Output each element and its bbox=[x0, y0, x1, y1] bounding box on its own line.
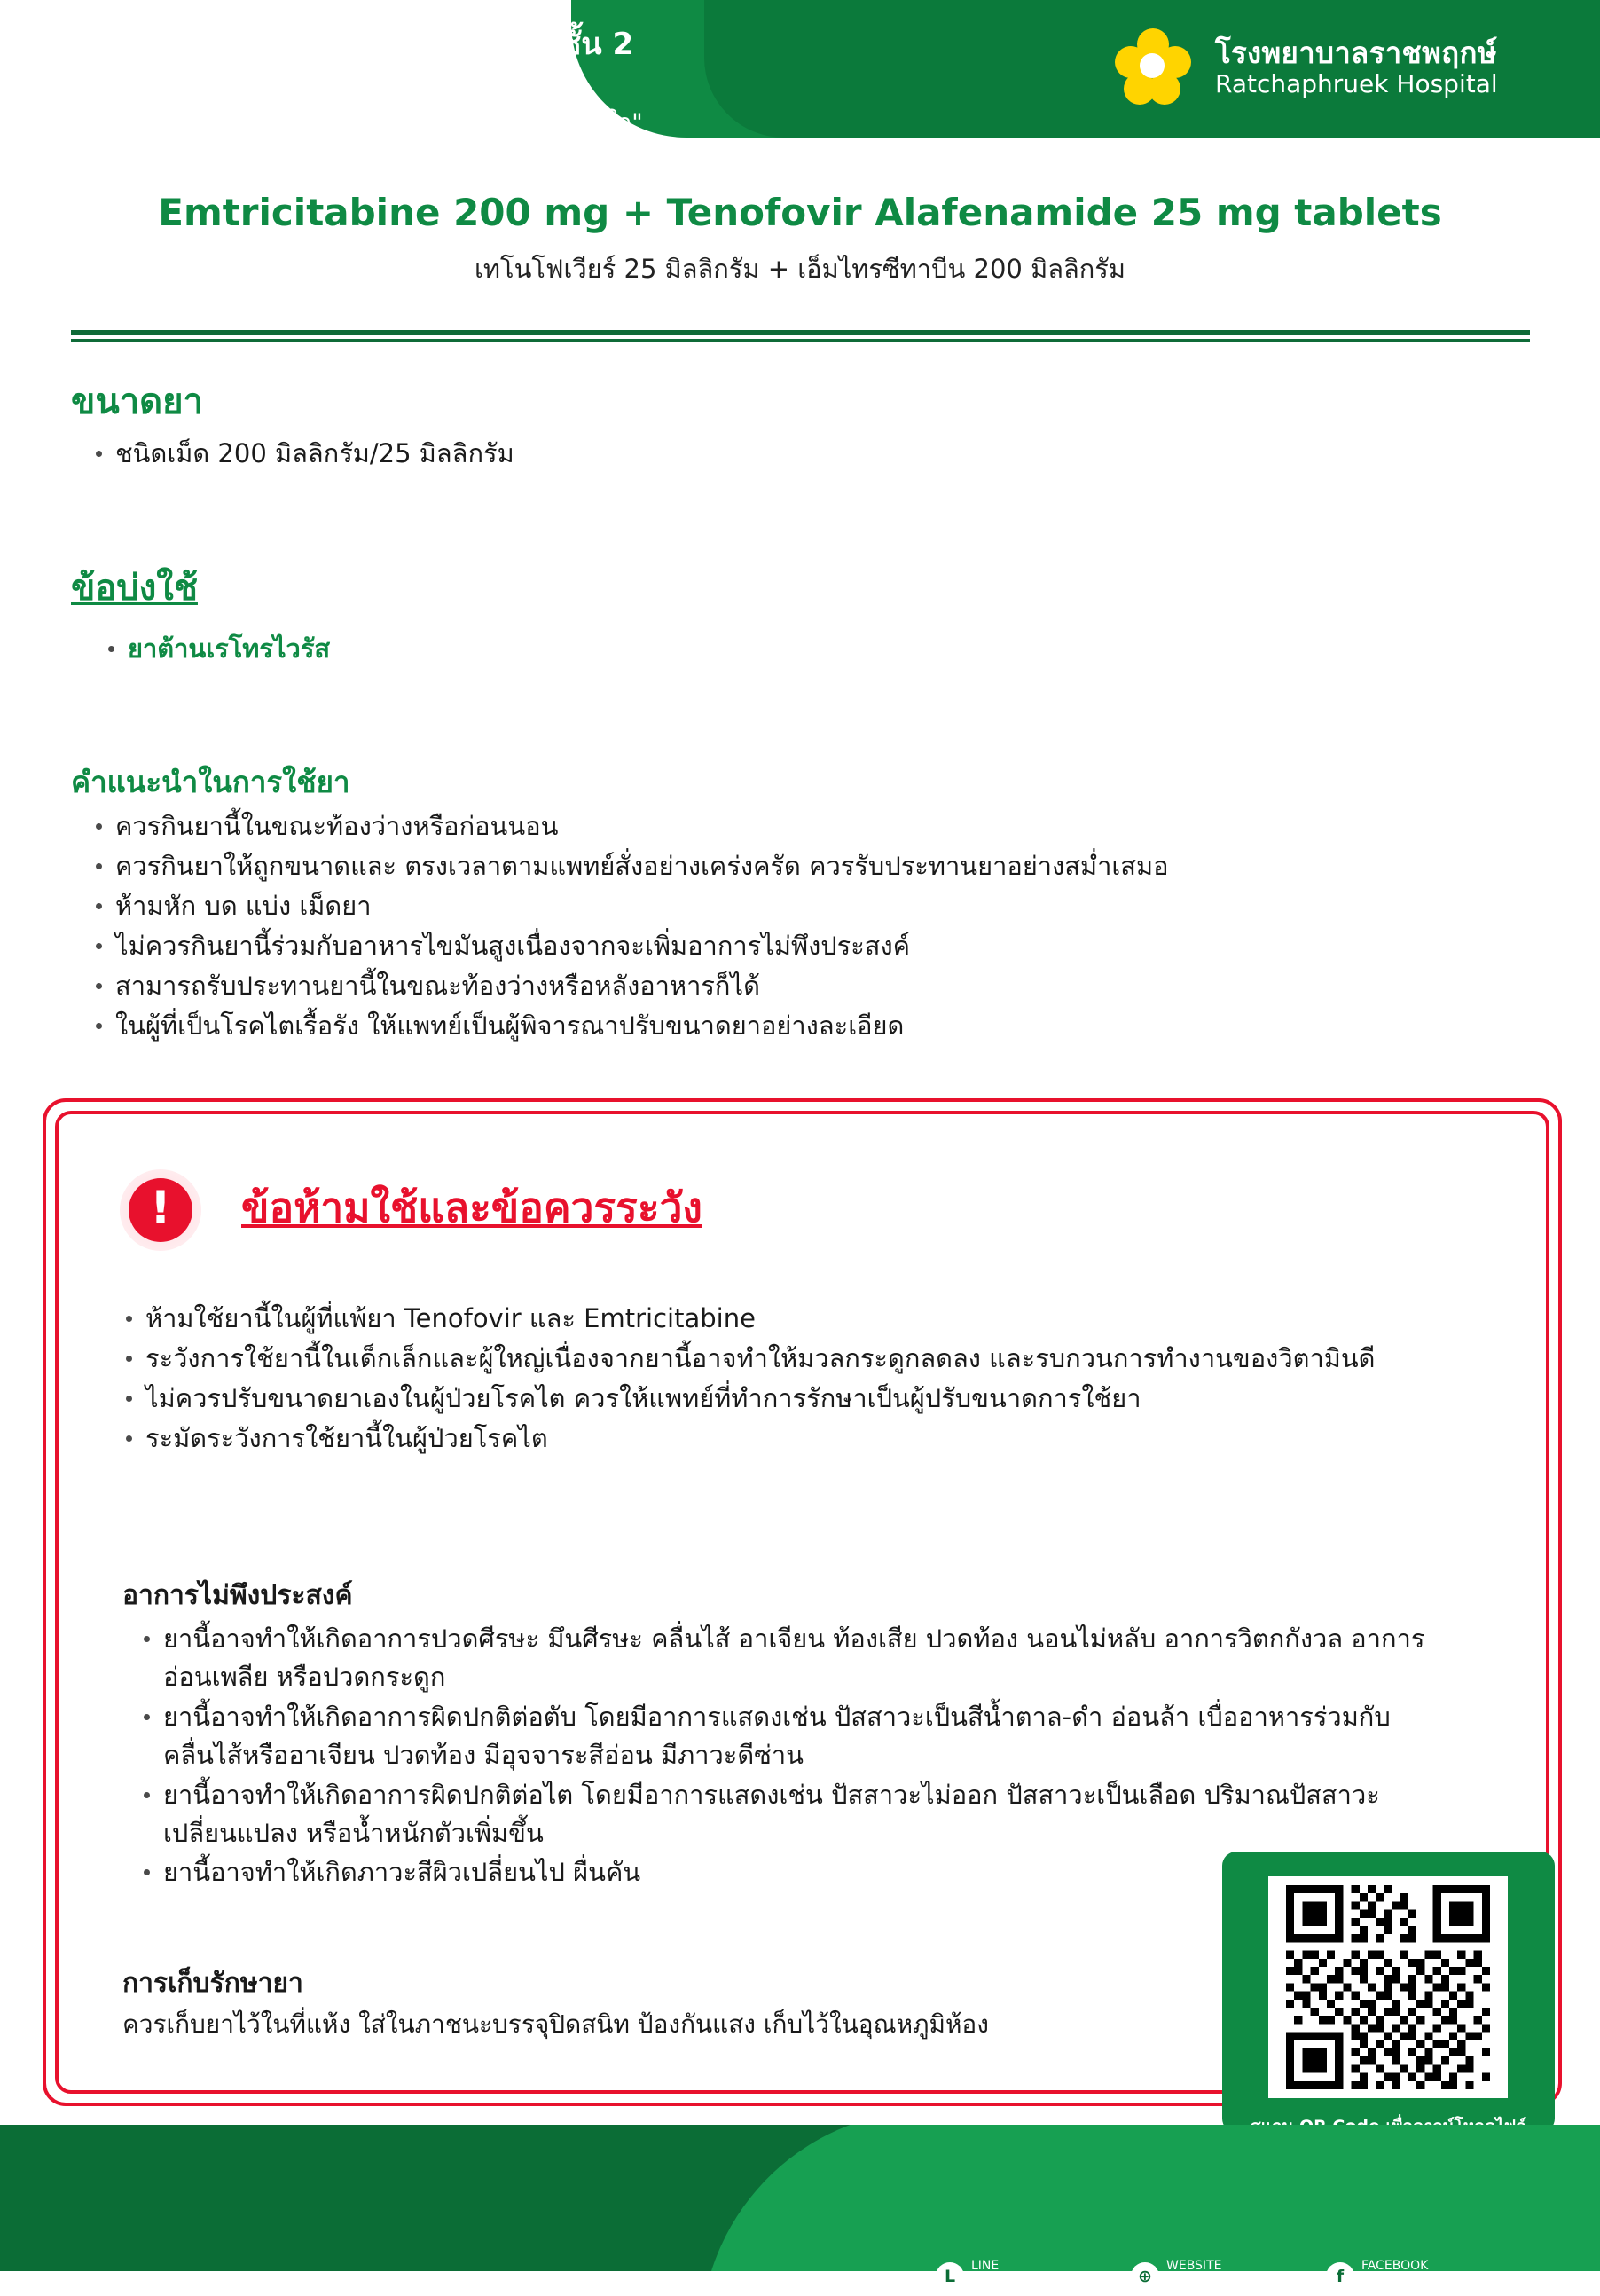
list-item: ไม่ควรปรับขนาดยาเองในผู้ป่วยโรคไต ควรให้แพทย์ที่ทำการรักษาเป็นผู้ปรับขนาดการใช้ยา bbox=[115, 1380, 1463, 1418]
website-icon: ⊕ bbox=[1131, 2262, 1159, 2291]
divider-thick bbox=[71, 330, 1530, 335]
list-item: ควรกินยานี้ในขณะท้องว่างหรือก่อนนอน bbox=[85, 807, 1504, 845]
list-item: ยาต้านเรโทรไวรัส bbox=[98, 630, 1428, 668]
footer-phone-line bbox=[55, 60, 581, 108]
storage-text: ควรเก็บยาไว้ในที่แห้ง ใส่ในภาชนะบรรจุปิดสนิท ป้องกันแสง เก็บไว้ในอุณหภูมิห้อง bbox=[122, 2009, 989, 2039]
usage-list bbox=[85, 807, 1504, 1046]
list-item: ชนิดเม็ด 200 มิลลิกรัม/25 มิลลิกรัม bbox=[85, 435, 1416, 473]
footer-line2-prefix: โทร. bbox=[55, 68, 122, 102]
list-item: ห้ามใช้ยานี้ในผู้ที่แพ้ยา Tenofovir และ Emtricitabine bbox=[115, 1300, 1463, 1338]
footer-line2-bold: 04333 3555 ต่อ 2104 , 2105 bbox=[122, 67, 581, 103]
line-icon: L bbox=[936, 2262, 964, 2291]
section-heading-adverse: อาการไม่พึงประสงค์ bbox=[122, 1580, 353, 1611]
list-item: ยานี้อาจทำให้เกิดภาวะสีผิวเปลี่ยนไป ผื่นคัน bbox=[133, 1853, 1455, 1891]
contact-label: FACEBOOK bbox=[1361, 2259, 1429, 2273]
page-footer bbox=[0, 2125, 1600, 2271]
list-item: ยานี้อาจทำให้เกิดอาการปวดศีรษะ มึนศีรษะ คลื่นไส้ อาเจียน ท้องเสีย ปวดท้อง นอนไม่หลับ อาการวิตกกังวล อาการอ่อนเพลีย หรือปวดกระดูก bbox=[133, 1620, 1455, 1696]
qr-code-icon[interactable] bbox=[1277, 1885, 1499, 2089]
contact-value: WWW.rph.co.th bbox=[1166, 2275, 1309, 2296]
footer-swoop bbox=[685, 2125, 1600, 2271]
section-heading-indication: ข้อบ่งใช้ bbox=[71, 568, 198, 609]
flower-logo-icon bbox=[1113, 27, 1197, 111]
list-item: ควรกินยาให้ถูกขนาดและ ตรงเวลาตามแพทย์สั่งอย่างเคร่งครัด ควรรับประทานยาอย่างสม่ำเสมอ bbox=[85, 847, 1504, 885]
list-item: ในผู้ที่เป็นโรคไตเรื้อรัง ให้แพทย์เป็นผู้พิจารณาปรับขนาดยาอย่างละเอียด bbox=[85, 1007, 1504, 1045]
dosage-list bbox=[85, 435, 1416, 475]
list-item: ไม่ควรกินยานี้ร่วมกับอาหารไขมันสูงเนื่องจากจะเพิ่มอาการไม่พึงประสงค์ bbox=[85, 927, 1504, 965]
footer-line1-prefix: สอบถามข้อมูลเพิ่มเติม bbox=[55, 28, 335, 61]
section-heading-storage: การเก็บรักษายา bbox=[122, 1968, 303, 1999]
list-item: สามารถรับประทานยานี้ในขณะท้องว่างหรือหลังอาหารก็ได้ bbox=[85, 967, 1504, 1005]
list-item: ระมัดระวังการใช้ยานี้ในผู้ป่วยโรคไต bbox=[115, 1419, 1463, 1458]
warning-list bbox=[115, 1300, 1463, 1459]
indication-list bbox=[98, 630, 1428, 670]
hospital-name-th: โรงพยาบาลราชพฤกษ์ bbox=[1215, 35, 1497, 70]
section-heading-dosage: ขนาดยา bbox=[71, 381, 204, 422]
footer-line1-bold: แผนกเภสัชกรรม ชั้น 2 bbox=[334, 27, 634, 62]
list-item: ระวังการใช้ยานี้ในเด็กเล็กและผู้ใหญ่เนื่องจากยานี้อาจทำให้มวลกระดูกลดลง และรบกวนการทำงานของวิตามินดี bbox=[115, 1340, 1463, 1378]
divider-thin bbox=[71, 339, 1530, 342]
list-item: ยานี้อาจทำให้เกิดอาการผิดปกติต่อตับ โดยมีอาการแสดงเช่น ปัสสาวะเป็นสีน้ำตาล-ดำ อ่อนล้า เบื่ออาหารร่วมกับคลื่นไส้หรืออาเจียน ปวดท้อง มีอุจจาระสีอ่อน มีภาวะดีซ่าน bbox=[133, 1698, 1455, 1774]
footer-slogan: "อบอุ่นเหมือนบ้าน เชี่ยวชาญการรักษา เยียวยาด้วยหัวใจ" bbox=[55, 109, 643, 137]
exclamation-icon: ! bbox=[120, 1169, 201, 1251]
facebook-icon: f bbox=[1326, 2262, 1354, 2291]
section-heading-usage: คำแนะนำในการใช้ยา bbox=[71, 765, 350, 799]
list-item: ห้ามหัก บด แบ่ง เม็ดยา bbox=[85, 887, 1504, 925]
contact-label: LINE bbox=[971, 2259, 1000, 2273]
contact-value: ID : @RPHLine bbox=[971, 2275, 1105, 2296]
contact-value: RatchaphruekHospital bbox=[1361, 2275, 1568, 2296]
page-subtitle: เทโนโฟเวียร์ 25 มิลลิกรัม + เอ็มไทรซีทาบีน 200 มิลลิกรัม bbox=[474, 254, 1126, 284]
list-item: ยานี้อาจทำให้เกิดอาการผิดปกติต่อไต โดยมีอาการแสดงเช่น ปัสสาวะไม่ออก ปัสสาวะเป็นเลือด ปริมาณปัสสาวะเปลี่ยนแปลง หรือน้ำหนักตัวเพิ่มขึ้น bbox=[133, 1776, 1455, 1852]
contact-label: WEBSITE bbox=[1166, 2259, 1222, 2273]
warning-heading: ข้อห้ามใช้และข้อควรระวัง bbox=[241, 1183, 702, 1231]
hospital-name-en: Ratchaphruek Hospital bbox=[1215, 69, 1498, 98]
page-title: Emtricitabine 200 mg + Tenofovir Alafenamide 25 mg tablets bbox=[158, 191, 1442, 234]
